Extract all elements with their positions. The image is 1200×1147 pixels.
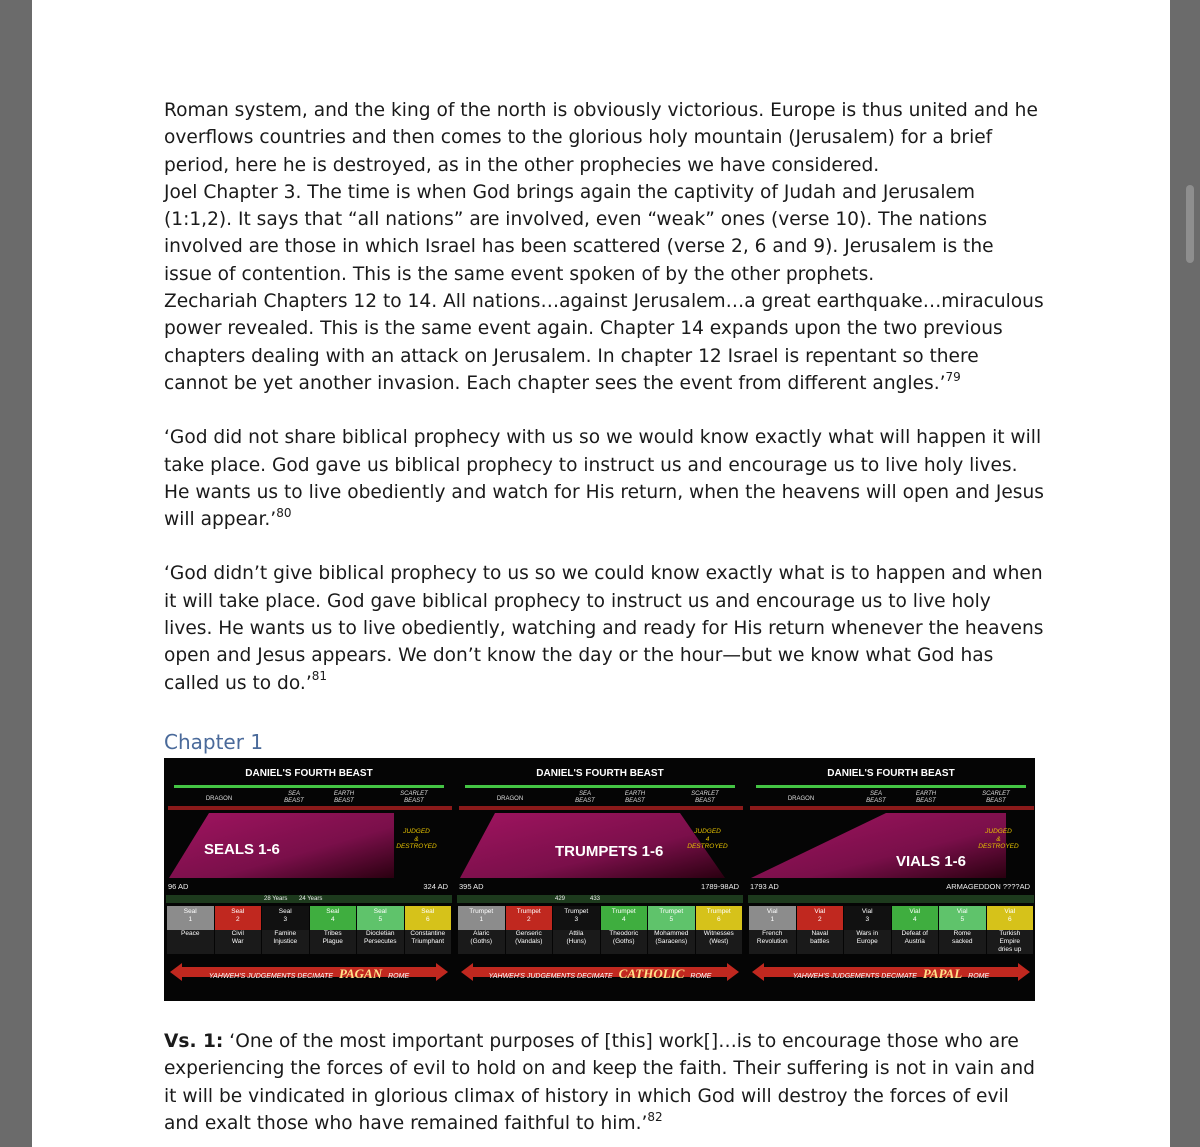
paragraph-text: Zechariah Chapters 12 to 14. All nations…against Jerusalem…a great earthquake…miraculous power revealed. This is the same event again. Chapter 14 expands upon the two previous chapters dealing with an attack on Jerusalem. In chapter 12 Israel is repentant so there cannot be yet another invasion. Each chapter sees the event from different angles.’ — [164, 291, 1044, 394]
panel-green-line — [756, 785, 1026, 788]
judgement-cell-event: Genseric (Vandals) — [515, 930, 543, 945]
body-text-top — [164, 97, 1044, 697]
chart-panel — [455, 758, 745, 1001]
judgement-cell-event: Naval battles — [810, 930, 830, 945]
judgement-cell-event: Alaric (Goths) — [470, 930, 493, 945]
judgement-cell-head: Seal 4 — [326, 908, 340, 923]
judgement-cell-event: Tribes Plague — [322, 930, 343, 945]
judgement-cell-event: Mohammed (Saracens) — [654, 930, 689, 945]
timeline-bar — [459, 806, 743, 810]
judgement-cell-event: Rome sacked — [951, 930, 973, 945]
paragraph: Joel Chapter 3. The time is when God brings again the captivity of Judah and Jerusalem (1:1,2). It says that “all nations” are involved, even “weak” ones (verse 10). The nations involved are those in which Israel has been scattered (verse 2, 6 and 9). Jerusalem is the issue of contention. This is the same event spoken of by the other prophets. — [164, 181, 994, 285]
beast-label-earth: EARTH BEAST — [333, 791, 355, 804]
beast-label-earth: EARTH BEAST — [915, 791, 937, 804]
judgement-cell-event: Theodoric (Goths) — [609, 930, 639, 945]
judgement-cell — [601, 906, 648, 954]
judgement-cell-event: Peace — [181, 930, 200, 937]
scrollbar-thumb[interactable] — [1186, 185, 1194, 263]
judgement-cell — [215, 906, 262, 954]
end-date: 1789-98AD — [701, 882, 739, 891]
judgement-cell — [939, 906, 986, 954]
judgement-cell-head: Vial 3 — [861, 908, 873, 923]
beast-label-scarlet: SCARLET BEAST — [982, 791, 1010, 804]
years-label: 24 Years — [299, 896, 323, 902]
judgement-cell-event: Wars in Europe — [856, 930, 879, 945]
footer-caption — [746, 966, 1035, 982]
years-bar — [748, 895, 1034, 903]
quote — [164, 560, 1044, 696]
judgement-cell-head: Vial 5 — [956, 908, 968, 923]
start-date: 395 AD — [459, 882, 484, 891]
judgement-cell — [167, 906, 214, 954]
paragraph — [164, 288, 1044, 397]
footer-caption-suffix: ROME — [968, 973, 990, 980]
start-date: 1793 AD — [750, 882, 779, 891]
beast-wedge-shape — [746, 813, 1035, 888]
beast-label-dragon: DRAGON — [787, 796, 815, 802]
beast-label-dragon: DRAGON — [205, 796, 233, 802]
years-label: 429 — [555, 896, 566, 902]
judgement-cell-head: Vial 4 — [909, 908, 921, 923]
beast-label-scarlet: SCARLET BEAST — [691, 791, 719, 804]
footer-caption-power: PAPAL — [922, 966, 963, 981]
footnote-ref[interactable]: 82 — [647, 1109, 663, 1124]
verse-paragraph — [164, 1028, 1044, 1137]
judgement-cell-event: Witnesses (West) — [703, 930, 734, 945]
footnote-ref[interactable]: 81 — [311, 669, 328, 684]
verse-text: ‘One of the most important purposes of [this] work[]…is to encourage those who are experiencing the forces of evil to hold on and keep the faith. Their suffering is not in vain and it will be vindicated in glorious climax of history in which God will destroy the forces of evil and exalt those who have remained faithful to him.’ — [164, 1031, 1035, 1134]
chart-panel — [164, 758, 454, 1001]
panel-title: DANIEL'S FOURTH BEAST — [245, 768, 373, 779]
judgement-cell-event: Turkish Empire dries up — [998, 930, 1022, 953]
judgement-cell-head: Trumpet 6 — [706, 908, 731, 923]
quote-text: ‘God didn’t give biblical prophecy to us so we could know exactly what is to happen and when it will take place. God gave biblical prophecy to instruct us and encourage us to live holy lives. He wants us to live obediently, watching and ready for His return whenever the heavens open and Jesus appears. We don’t know the day or the hour—but we know what God has called us to do.’ — [164, 563, 1044, 694]
judgement-cell — [648, 906, 695, 954]
judgement-cell — [262, 906, 309, 954]
footer-caption-prefix: YAHWEH'S JUDGEMENTS DECIMATE — [792, 973, 917, 980]
judgement-cell-head: Seal 5 — [373, 908, 387, 923]
years-label: 28 Years — [264, 896, 288, 902]
judged-destroyed-label: JUDGED & DESTROYED — [396, 828, 437, 850]
end-date: 324 AD — [423, 882, 448, 891]
panel-green-line — [174, 785, 444, 788]
judgement-cell-head: Trumpet 1 — [469, 908, 494, 923]
judgement-cells — [167, 906, 451, 954]
footer-caption — [164, 966, 454, 982]
judgement-cell — [749, 906, 796, 954]
judgement-cell — [797, 906, 844, 954]
section-label: SEALS 1-6 — [204, 841, 280, 858]
timeline-bar — [168, 806, 452, 810]
judgement-cell-head: Trumpet 4 — [611, 908, 636, 923]
judgement-cell-head: Seal 2 — [231, 908, 245, 923]
judgement-cell — [458, 906, 505, 954]
judged-destroyed-label: JUDGED 4 DESTROYED — [687, 828, 728, 850]
judgement-cell — [310, 906, 357, 954]
judgement-cell-event: French Revolution — [756, 930, 788, 945]
judgement-cell — [405, 906, 452, 954]
footer-caption-prefix: YAHWEH'S JUDGEMENTS DECIMATE — [208, 973, 333, 980]
judgement-cell — [892, 906, 939, 954]
panel-green-line — [465, 785, 735, 788]
judged-destroyed-label: JUDGED & DESTROYED — [978, 828, 1019, 850]
end-date: ARMAGEDDON ????AD — [946, 882, 1030, 891]
footnote-ref[interactable]: 79 — [945, 369, 961, 384]
footer-caption-power: CATHOLIC — [618, 966, 685, 981]
footer-caption-power: PAGAN — [339, 966, 383, 981]
beast-label-earth: EARTH BEAST — [624, 791, 646, 804]
section-label: VIALS 1-6 — [896, 853, 967, 870]
judgement-cell-event: Attila (Huns) — [566, 930, 586, 945]
footer-caption-prefix: YAHWEH'S JUDGEMENTS DECIMATE — [488, 973, 613, 980]
quote-text: ‘God did not share biblical prophecy with us so we would know exactly what will happen it will take place. God gave us biblical prophecy to instruct us and encourage us to live holy lives. He wants us to live obediently and watch for His return, when the heavens will open and Jesus will appear.’ — [164, 427, 1044, 531]
judgement-cell — [553, 906, 600, 954]
prophecy-chart-figure — [164, 758, 1035, 1001]
judgement-cell-event: Civil War — [231, 930, 244, 945]
section-label: TRUMPETS 1-6 — [555, 843, 664, 860]
judgement-cell-head: Vial 2 — [814, 908, 826, 923]
timeline-bar — [750, 806, 1034, 810]
judgement-cell — [696, 906, 743, 954]
judgement-cell-head: Vial 6 — [1004, 908, 1016, 923]
judgement-cell — [987, 906, 1034, 954]
footer-caption-suffix: ROME — [690, 973, 712, 980]
footer-caption — [455, 966, 745, 982]
judgement-cell-event: Famine Injustice — [273, 930, 298, 945]
judgement-cell-event: Diocletian Persecutes — [363, 930, 397, 945]
footer-caption-suffix: ROME — [388, 973, 410, 980]
chapter-heading: Chapter 1 — [164, 730, 264, 754]
judgement-cell-head: Seal 6 — [421, 908, 435, 923]
years-label: 433 — [590, 896, 601, 902]
body-text-bottom — [164, 1028, 1044, 1137]
beast-label-dragon: DRAGON — [496, 796, 524, 802]
judgement-cell-event: Constantine Triumphant — [410, 930, 446, 945]
judgement-cell-head: Trumpet 2 — [516, 908, 541, 923]
beast-label-sea: SEA BEAST — [866, 791, 886, 804]
chart-panel — [746, 758, 1035, 1001]
panel-title: DANIEL'S FOURTH BEAST — [827, 768, 955, 779]
judgement-cell-head: Trumpet 3 — [564, 908, 589, 923]
beast-label-sea: SEA BEAST — [575, 791, 595, 804]
judgement-cell-head: Seal 3 — [278, 908, 292, 923]
judgement-cells — [749, 906, 1033, 954]
beast-label-scarlet: SCARLET BEAST — [400, 791, 428, 804]
judgement-cell-head: Seal 1 — [183, 908, 197, 923]
judgement-cells — [458, 906, 742, 954]
panel-title: DANIEL'S FOURTH BEAST — [536, 768, 664, 779]
paragraph: Roman system, and the king of the north is obviously victorious. Europe is thus united and he overflows countries and then comes to the glorious holy mountain (Jerusalem) for a brief period, here he is destroyed, as in the other prophecies we have considered. — [164, 100, 1038, 176]
judgement-cell-head: Vial 1 — [766, 908, 778, 923]
verse-label: Vs. 1: — [164, 1031, 224, 1052]
beast-label-sea: SEA BEAST — [284, 791, 304, 804]
start-date: 96 AD — [168, 882, 189, 891]
judgement-cell-head: Trumpet 5 — [659, 908, 684, 923]
judgement-cell-event: Defeat of Austria — [901, 930, 928, 945]
quote — [164, 424, 1044, 533]
judgement-cell — [844, 906, 891, 954]
footnote-ref[interactable]: 80 — [276, 505, 292, 520]
judgement-cell — [357, 906, 404, 954]
judgement-cell — [506, 906, 553, 954]
